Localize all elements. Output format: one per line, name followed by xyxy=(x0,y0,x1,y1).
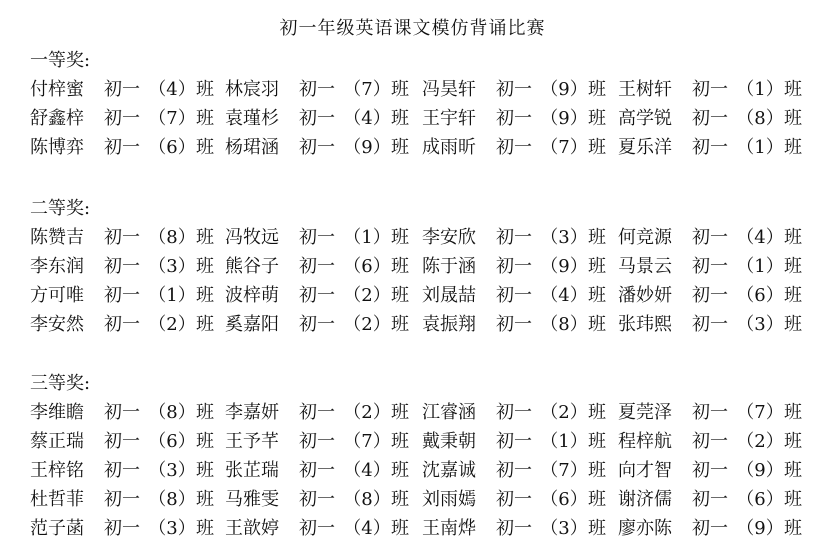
grade-label: 初一 xyxy=(692,285,728,306)
class-number: （3） xyxy=(148,460,196,481)
class-suffix: 班 xyxy=(588,285,606,306)
award-entry xyxy=(225,252,409,278)
student-name: 刘雨嫣 xyxy=(422,489,476,510)
grade-label: 初一 xyxy=(299,108,335,129)
class-suffix: 班 xyxy=(391,489,409,510)
award-entry xyxy=(422,398,606,424)
class-number: （3） xyxy=(736,314,784,335)
class-number: （3） xyxy=(540,227,588,248)
grade-label: 初一 xyxy=(692,79,728,100)
award-entry xyxy=(30,223,214,249)
award-entry xyxy=(422,252,606,278)
student-name: 陈于涵 xyxy=(422,256,476,277)
award-entry xyxy=(225,75,409,101)
class-suffix: 班 xyxy=(784,285,802,306)
grade-label: 初一 xyxy=(104,137,140,158)
grade-label: 初一 xyxy=(496,431,532,452)
class-suffix: 班 xyxy=(196,431,214,452)
award-entry xyxy=(618,514,802,540)
student-name: 蔡正瑞 xyxy=(30,431,84,452)
class-number: （1） xyxy=(736,256,784,277)
class-number: （2） xyxy=(736,431,784,452)
grade-label: 初一 xyxy=(496,79,532,100)
class-suffix: 班 xyxy=(588,256,606,277)
award-entry xyxy=(225,456,409,482)
grade-label: 初一 xyxy=(692,518,728,539)
grade-label: 初一 xyxy=(104,402,140,423)
class-suffix: 班 xyxy=(196,285,214,306)
class-number: （6） xyxy=(736,489,784,510)
class-suffix: 班 xyxy=(391,402,409,423)
award-entry xyxy=(225,281,409,307)
grade-label: 初一 xyxy=(104,431,140,452)
grade-label: 初一 xyxy=(692,460,728,481)
class-number: （4） xyxy=(343,518,391,539)
class-suffix: 班 xyxy=(196,314,214,335)
class-number: （1） xyxy=(540,431,588,452)
award-entry xyxy=(422,223,606,249)
class-number: （1） xyxy=(736,137,784,158)
grade-label: 初一 xyxy=(104,256,140,277)
student-name: 王南烨 xyxy=(422,518,476,539)
award-entry xyxy=(225,133,409,159)
student-name: 陈博弈 xyxy=(30,137,84,158)
grade-label: 初一 xyxy=(496,137,532,158)
class-suffix: 班 xyxy=(784,460,802,481)
first-prize-row xyxy=(30,104,820,132)
class-number: （2） xyxy=(343,314,391,335)
student-name: 冯牧远 xyxy=(225,227,279,248)
award-entry xyxy=(30,514,214,540)
class-suffix: 班 xyxy=(391,227,409,248)
third-prize-row xyxy=(30,427,820,455)
class-number: （7） xyxy=(343,431,391,452)
student-name: 王予芊 xyxy=(225,431,279,452)
student-name: 潘妙妍 xyxy=(618,285,672,306)
grade-label: 初一 xyxy=(496,108,532,129)
class-suffix: 班 xyxy=(588,137,606,158)
second-prize-row xyxy=(30,310,820,338)
award-entry xyxy=(225,485,409,511)
student-name: 沈嘉诚 xyxy=(422,460,476,481)
grade-label: 初一 xyxy=(104,314,140,335)
grade-label: 初一 xyxy=(299,227,335,248)
grade-label: 初一 xyxy=(692,314,728,335)
class-number: （3） xyxy=(540,518,588,539)
class-suffix: 班 xyxy=(784,137,802,158)
first-prize-heading: 一等奖: xyxy=(30,50,91,71)
class-number: （8） xyxy=(148,489,196,510)
student-name: 杜哲菲 xyxy=(30,489,84,510)
grade-label: 初一 xyxy=(692,489,728,510)
class-number: （6） xyxy=(148,431,196,452)
class-suffix: 班 xyxy=(196,460,214,481)
award-entry xyxy=(618,133,802,159)
class-suffix: 班 xyxy=(196,256,214,277)
second-prize-heading: 二等奖: xyxy=(30,198,91,219)
award-entry xyxy=(422,456,606,482)
class-suffix: 班 xyxy=(784,314,802,335)
grade-label: 初一 xyxy=(692,431,728,452)
grade-label: 初一 xyxy=(104,518,140,539)
award-entry xyxy=(618,456,802,482)
class-number: （7） xyxy=(343,79,391,100)
class-suffix: 班 xyxy=(391,431,409,452)
class-number: （4） xyxy=(540,285,588,306)
third-prize-row xyxy=(30,456,820,484)
class-number: （7） xyxy=(736,402,784,423)
class-suffix: 班 xyxy=(588,227,606,248)
class-suffix: 班 xyxy=(391,285,409,306)
class-suffix: 班 xyxy=(784,108,802,129)
award-entry xyxy=(30,427,214,453)
class-suffix: 班 xyxy=(784,518,802,539)
class-suffix: 班 xyxy=(588,460,606,481)
award-entry xyxy=(618,485,802,511)
student-name: 熊谷子 xyxy=(225,256,279,277)
grade-label: 初一 xyxy=(104,489,140,510)
award-entry xyxy=(30,133,214,159)
class-number: （8） xyxy=(148,227,196,248)
student-name: 王宇轩 xyxy=(422,108,476,129)
grade-label: 初一 xyxy=(692,256,728,277)
first-prize-row xyxy=(30,133,820,161)
grade-label: 初一 xyxy=(496,314,532,335)
class-number: （4） xyxy=(343,108,391,129)
class-number: （6） xyxy=(343,256,391,277)
class-number: （9） xyxy=(540,108,588,129)
student-name: 冯昊轩 xyxy=(422,79,476,100)
award-entry xyxy=(225,310,409,336)
student-name: 李维瞻 xyxy=(30,402,84,423)
third-prize-row xyxy=(30,398,820,426)
class-number: （9） xyxy=(736,518,784,539)
class-suffix: 班 xyxy=(588,108,606,129)
grade-label: 初一 xyxy=(692,137,728,158)
class-number: （9） xyxy=(343,137,391,158)
grade-label: 初一 xyxy=(299,285,335,306)
student-name: 舒鑫梓 xyxy=(30,108,84,129)
award-entry xyxy=(422,281,606,307)
grade-label: 初一 xyxy=(299,314,335,335)
class-suffix: 班 xyxy=(588,518,606,539)
class-suffix: 班 xyxy=(588,402,606,423)
student-name: 谢济儒 xyxy=(618,489,672,510)
class-suffix: 班 xyxy=(588,489,606,510)
class-number: （1） xyxy=(148,285,196,306)
student-name: 袁瑾杉 xyxy=(225,108,279,129)
class-suffix: 班 xyxy=(391,314,409,335)
grade-label: 初一 xyxy=(496,402,532,423)
grade-label: 初一 xyxy=(299,137,335,158)
award-entry xyxy=(30,252,214,278)
student-name: 高学锐 xyxy=(618,108,672,129)
class-number: （9） xyxy=(736,460,784,481)
grade-label: 初一 xyxy=(104,108,140,129)
class-suffix: 班 xyxy=(391,108,409,129)
grade-label: 初一 xyxy=(299,402,335,423)
student-name: 江睿涵 xyxy=(422,402,476,423)
third-prize-heading: 三等奖: xyxy=(30,373,91,394)
award-entry xyxy=(618,427,802,453)
grade-label: 初一 xyxy=(692,402,728,423)
student-name: 成雨昕 xyxy=(422,137,476,158)
class-number: （6） xyxy=(148,137,196,158)
class-number: （8） xyxy=(540,314,588,335)
grade-label: 初一 xyxy=(299,79,335,100)
award-entry xyxy=(422,133,606,159)
second-prize-row xyxy=(30,252,820,280)
award-entry xyxy=(225,427,409,453)
class-suffix: 班 xyxy=(784,489,802,510)
award-entry xyxy=(30,398,214,424)
student-name: 李东润 xyxy=(30,256,84,277)
grade-label: 初一 xyxy=(104,460,140,481)
first-prize-row xyxy=(30,75,820,103)
class-suffix: 班 xyxy=(588,314,606,335)
grade-label: 初一 xyxy=(496,489,532,510)
class-number: （6） xyxy=(736,285,784,306)
student-name: 李嘉妍 xyxy=(225,402,279,423)
document-title: 初一年级英语课文模仿背诵比赛 xyxy=(279,18,546,39)
class-number: （9） xyxy=(540,256,588,277)
class-suffix: 班 xyxy=(196,402,214,423)
student-name: 林宸羽 xyxy=(225,79,279,100)
third-prize-row xyxy=(30,514,820,542)
student-name: 何竞源 xyxy=(618,227,672,248)
grade-label: 初一 xyxy=(692,108,728,129)
class-number: （7） xyxy=(540,460,588,481)
award-entry xyxy=(422,75,606,101)
award-entry xyxy=(618,310,802,336)
student-name: 程梓航 xyxy=(618,431,672,452)
award-entry xyxy=(30,75,214,101)
student-name: 刘晟喆 xyxy=(422,285,476,306)
student-name: 李安欣 xyxy=(422,227,476,248)
award-entry xyxy=(618,104,802,130)
student-name: 方可唯 xyxy=(30,285,84,306)
student-name: 向才智 xyxy=(618,460,672,481)
class-number: （1） xyxy=(343,227,391,248)
student-name: 马雅雯 xyxy=(225,489,279,510)
student-name: 马景云 xyxy=(618,256,672,277)
class-number: （4） xyxy=(343,460,391,481)
grade-label: 初一 xyxy=(299,460,335,481)
award-entry xyxy=(30,104,214,130)
class-suffix: 班 xyxy=(588,79,606,100)
class-suffix: 班 xyxy=(784,227,802,248)
student-name: 王树轩 xyxy=(618,79,672,100)
second-prize-row xyxy=(30,281,820,309)
student-name: 陈赞吉 xyxy=(30,227,84,248)
award-entry xyxy=(30,485,214,511)
class-number: （3） xyxy=(148,518,196,539)
grade-label: 初一 xyxy=(496,285,532,306)
student-name: 戴秉朝 xyxy=(422,431,476,452)
award-entry xyxy=(225,223,409,249)
student-name: 范子菡 xyxy=(30,518,84,539)
student-name: 王歆婷 xyxy=(225,518,279,539)
grade-label: 初一 xyxy=(299,256,335,277)
award-entry xyxy=(422,310,606,336)
award-entry xyxy=(422,514,606,540)
grade-label: 初一 xyxy=(496,460,532,481)
student-name: 杨珺涵 xyxy=(225,137,279,158)
student-name: 奚嘉阳 xyxy=(225,314,279,335)
class-number: （6） xyxy=(540,489,588,510)
class-suffix: 班 xyxy=(784,79,802,100)
class-number: （3） xyxy=(148,256,196,277)
class-suffix: 班 xyxy=(784,256,802,277)
student-name: 王梓铭 xyxy=(30,460,84,481)
grade-label: 初一 xyxy=(299,489,335,510)
award-entry xyxy=(30,281,214,307)
grade-label: 初一 xyxy=(496,518,532,539)
class-number: （7） xyxy=(148,108,196,129)
student-name: 李安然 xyxy=(30,314,84,335)
student-name: 夏莞泽 xyxy=(618,402,672,423)
award-entry xyxy=(618,398,802,424)
class-suffix: 班 xyxy=(196,137,214,158)
award-entry xyxy=(618,223,802,249)
grade-label: 初一 xyxy=(496,227,532,248)
class-number: （9） xyxy=(540,79,588,100)
class-number: （2） xyxy=(540,402,588,423)
student-name: 波梓萌 xyxy=(225,285,279,306)
award-entry xyxy=(618,252,802,278)
class-suffix: 班 xyxy=(391,256,409,277)
class-number: （2） xyxy=(148,314,196,335)
grade-label: 初一 xyxy=(104,227,140,248)
grade-label: 初一 xyxy=(104,79,140,100)
class-number: （2） xyxy=(343,402,391,423)
student-name: 付梓蜜 xyxy=(30,79,84,100)
class-suffix: 班 xyxy=(391,518,409,539)
class-suffix: 班 xyxy=(196,489,214,510)
student-name: 张玮熙 xyxy=(618,314,672,335)
award-entry xyxy=(618,281,802,307)
class-number: （1） xyxy=(736,79,784,100)
class-number: （2） xyxy=(343,285,391,306)
class-number: （8） xyxy=(343,489,391,510)
student-name: 廖亦陈 xyxy=(618,518,672,539)
award-entry xyxy=(422,104,606,130)
class-suffix: 班 xyxy=(391,137,409,158)
grade-label: 初一 xyxy=(496,256,532,277)
student-name: 张芷瑞 xyxy=(225,460,279,481)
grade-label: 初一 xyxy=(299,431,335,452)
class-suffix: 班 xyxy=(588,431,606,452)
award-entry xyxy=(30,456,214,482)
award-entry xyxy=(225,104,409,130)
class-number: （8） xyxy=(736,108,784,129)
class-suffix: 班 xyxy=(784,431,802,452)
class-number: （7） xyxy=(540,137,588,158)
student-name: 夏乐洋 xyxy=(618,137,672,158)
class-number: （4） xyxy=(736,227,784,248)
student-name: 袁振翔 xyxy=(422,314,476,335)
award-entry xyxy=(422,485,606,511)
class-suffix: 班 xyxy=(784,402,802,423)
class-suffix: 班 xyxy=(196,79,214,100)
award-entry xyxy=(225,514,409,540)
award-entry xyxy=(618,75,802,101)
third-prize-row xyxy=(30,485,820,513)
award-entry xyxy=(422,427,606,453)
class-number: （8） xyxy=(148,402,196,423)
grade-label: 初一 xyxy=(692,227,728,248)
class-suffix: 班 xyxy=(391,460,409,481)
grade-label: 初一 xyxy=(104,285,140,306)
award-entry xyxy=(225,398,409,424)
second-prize-row xyxy=(30,223,820,251)
class-suffix: 班 xyxy=(196,518,214,539)
class-number: （4） xyxy=(148,79,196,100)
grade-label: 初一 xyxy=(299,518,335,539)
class-suffix: 班 xyxy=(196,227,214,248)
class-suffix: 班 xyxy=(391,79,409,100)
class-suffix: 班 xyxy=(196,108,214,129)
award-entry xyxy=(30,310,214,336)
